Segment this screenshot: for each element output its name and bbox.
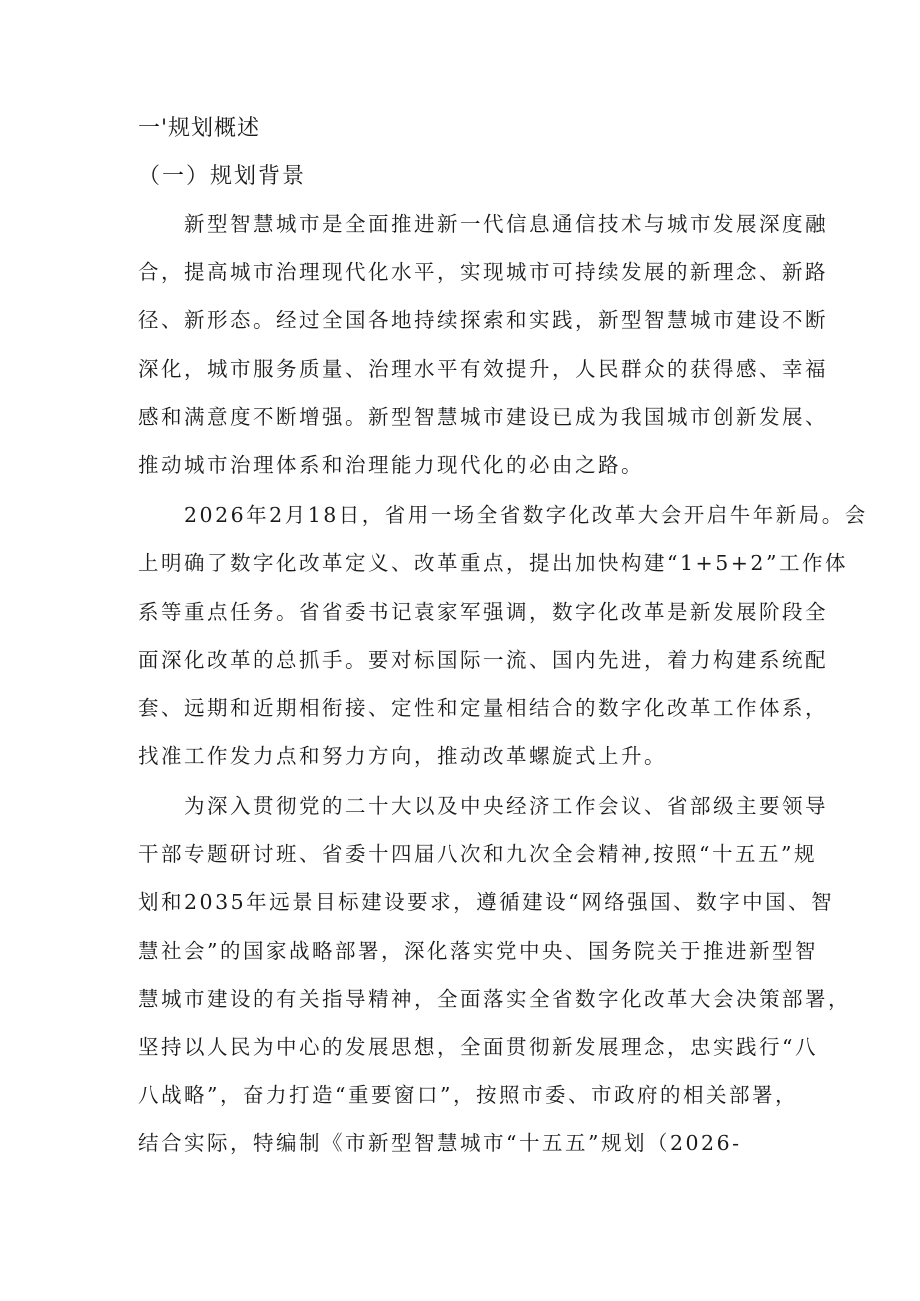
- paragraph-3-line: 干部专题研讨班、省委十四届八次和九次全会精神,按照“十五五”规: [138, 842, 817, 866]
- paragraph-2-line: 系等重点任务。省省委书记袁家军强调，数字化改革是新发展阶段全: [138, 600, 828, 624]
- paragraph-1-line: 新型智慧城市是全面推进新一代信息通信技术与城市发展深度融: [184, 212, 828, 236]
- paragraph-1-line: 推动城市治理体系和治理能力现代化的必由之路。: [138, 453, 644, 477]
- paragraph-2-line: 面深化改革的总抓手。要对标国际一流、国内先进，着力构建系统配: [138, 648, 828, 672]
- paragraph-3-line: 慧社会”的国家战略部署，深化落实党中央、国务院关于推进新型智: [138, 939, 818, 963]
- paragraph-1-line: 径、新形态。经过全国各地持续探索和实践，新型智慧城市建设不断: [138, 308, 828, 332]
- paragraph-3-line: 坚持以人民为中心的发展思想，全面贯彻新发展理念，忠实践行“八: [138, 1035, 818, 1059]
- paragraph-2-line: 套、远期和近期相衔接、定性和定量相结合的数字化改革工作体系，: [138, 696, 828, 720]
- paragraph-1-line: 合，提高城市治理现代化水平，实现城市可持续发展的新理念、新路: [138, 260, 828, 284]
- paragraph-1-line: 深化，城市服务质量、治理水平有效提升，人民群众的获得感、幸福: [138, 357, 828, 381]
- subsection-heading: （一）规划背景: [138, 164, 307, 189]
- section-heading: 一'规划概述: [138, 116, 261, 141]
- paragraph-3-line: 八战略”，奋力打造“重要窗口”，按照市委、市政府的相关部署，: [138, 1083, 798, 1107]
- paragraph-2-line: 找准工作发力点和努力方向，推动改革螺旋式上升。: [138, 744, 667, 768]
- paragraph-1-line: 感和满意度不断增强。新型智慧城市建设已成为我国城市创新发展、: [138, 405, 828, 429]
- paragraph-3-line: 慧城市建设的有关指导精神，全面落实全省数字化改革大会决策部署，: [138, 987, 851, 1011]
- paragraph-2-line: 上明确了数字化改革定义、改革重点，提出加快构建“1+5+2”工作体: [138, 551, 848, 575]
- paragraph-2-line: 2026年2月18日，省用一场全省数字化改革大会开启牛年新局。会: [184, 503, 868, 527]
- paragraph-3-line: 结合实际，特编制《市新型智慧城市“十五五”规划（2026-: [138, 1131, 742, 1155]
- paragraph-3-line: 划和2035年远景目标建设要求，遵循建设“网络强国、数字中国、智: [138, 890, 835, 914]
- paragraph-3-line: 为深入贯彻党的二十大以及中央经济工作会议、省部级主要领导: [184, 794, 828, 818]
